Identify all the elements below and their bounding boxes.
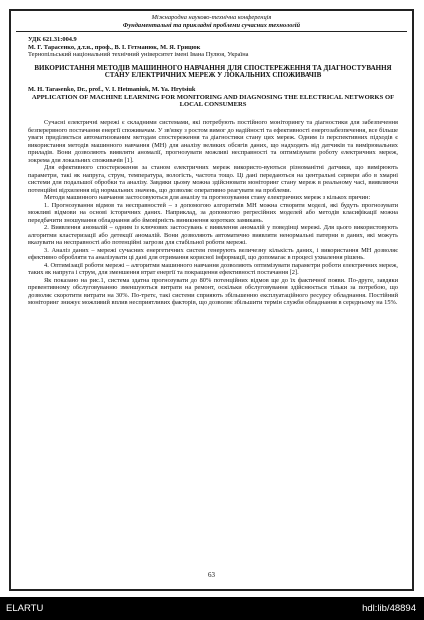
paragraph: Методи машинного навчання застосовуються для аналізу та прогнозування стану електричних мереж з кількох причин:	[44, 194, 371, 201]
document-page	[9, 9, 414, 591]
running-header	[11, 14, 412, 29]
conference-name: Міжнародна науково-технічна конференція	[151, 14, 272, 21]
conference-subtitle: Фундаментальні та прикладні проблеми сучасних технологій	[122, 21, 301, 29]
list-item: 2. Виявлення аномалій – одним із ключових застосувань є виявлення аномалій у поведінці мережі. Для цього використовують алгоритми кластеризації або детекції аномалій. Вони дозволяють автоматично виявляти ненормальні патерни в даних, які можуть вказувати на несправності або потенційні загрози для стабільної роботи мережі.	[28, 224, 398, 246]
page-number: 63	[208, 571, 215, 579]
article-content	[28, 36, 398, 307]
authors-en: M. H. Tarasenko, Dr., prof., V. I. Hetmaniuk, M. Ya. Hrytsiuk	[28, 86, 196, 94]
handle-label: hdl:lib/48894	[362, 603, 416, 614]
header-divider	[16, 31, 407, 32]
paragraph: Як показано на рис.1, система здатна прогнозувати до 80% потенційних відмов ще до їх фактичної появи. По-друге, завдяки превентивному обслуговуванню зменшуються витрати на ремонт, оскільки обслуговування здійснюється тільки за потребою, що дозволяє скоротити витрати на 30%. По-третє, такі системи сприяють збільшенню експлуатаційного ресурсу обладнання. Постійний моніторинг знижує можливий вплив несприятливих факторів, що дозволяє збільшити термін служби обладнання в середньому на 15%.	[28, 276, 398, 306]
list-item: 4. Оптимізації роботи мережі – алгоритми машинного навчання дозволяють оптимізувати параметри роботи електричних мереж, таких як напруга і струм, для зменшення втрат енергії та покращення ефективності постачання [2].	[28, 261, 398, 276]
title-uk: ВИКОРИСТАННЯ МЕТОДІВ МАШИННОГО НАВЧАННЯ ДЛЯ СПОСТЕРЕЖЕННЯ ТА ДІАГНОСТУВАННЯ СТАНУ ЕЛЕКТРИЧНИХ МЕРЕЖ У ЛОКАЛЬНИХ СПОЖИВАЧІВ	[34, 63, 392, 80]
repository-label: ELARTU	[6, 603, 44, 614]
authors-uk: М. Г. Тарасенко, д.т.н., проф., В. І. Гетманюк, М. Я. Грицюк	[28, 43, 201, 51]
article-body	[28, 119, 398, 307]
title-en: APPLICATION OF MACHINE LEARNING FOR MONITORING AND DIAGNOSING THE ELECTRICAL NETWORKS OF LOCAL CONSUMERS	[31, 93, 395, 109]
udc-code: УДК 621.31:004.9	[28, 36, 77, 43]
paragraph: Сучасні електричні мережі є складними системами, які потребують постійного моніторингу та діагностики для забезпечення безперервного постачання енергії споживачам. У зв'язку з ростом вимог до надійності та ефективності енергозабезпечення, все більше уваги приділяється автоматизованим методам спостереження та діагностики стану цих мереж. Одним із перспективних підходів є використання методів машинного навчання (МН) для аналізу великих обсягів даних, що надходять від датчиків та вимірювальних приладів. Вони дозволяють виявляти аномалії, прогнозувати можливі несправності та оптимізувати роботу електричних мереж, зокрема для локальних споживачів [1].	[28, 119, 398, 164]
paragraph: Для ефективного спостереження за станом електричних мереж використо-вуються різноманітні датчики, що вимірюють параметри, такі як напруга, струм, температура, вологість, частота тощо. Ці дані передаються на центральні сервери або в хмарні системи для подальшої обробки та аналізу. Завдяки цьому можна здійснювати моніторинг стану мереж в реальному часі, виявляючи потенційні відхилення від нормальних значень, що дозволяє оперативно реагувати на проблеми.	[28, 164, 398, 194]
footer-bar	[0, 597, 424, 620]
list-item: 1. Прогнозування відмов та несправностей – з допомогою алгоритмів МН можна створити моделі, які будуть прогнозувати можливі відмови на основі історичних даних. Наприклад, за допомогою регресійних моделей або методів класифікації можна передбачити зношування обладнання або ймовірність виникнення коротких замикань.	[28, 201, 398, 224]
affiliation-uk: Тернопільський національний технічний університет імені Івана Пулюя, Україна	[28, 51, 249, 58]
list-item: 3. Аналіз даних – мережі сучасних енергетичних систем генерують величезну кількість даних, і використання МН дозволяє ефективно обробляти та аналізувати ці дані для отримання корисної інформації, що допомагає в процесі ухвалення рішень.	[28, 246, 398, 261]
